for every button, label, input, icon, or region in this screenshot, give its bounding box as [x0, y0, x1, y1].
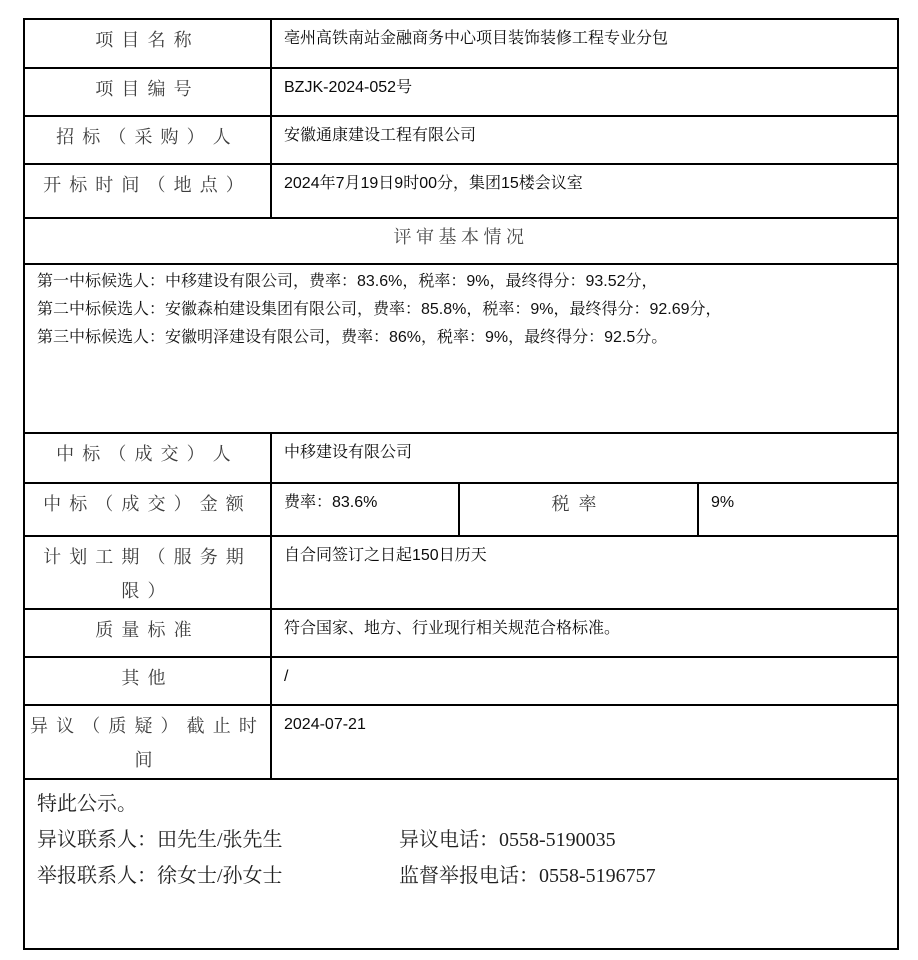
report-contact: 举报联系人：徐女士/孙女士 [37, 865, 283, 887]
table-row [24, 68, 898, 116]
table-row [24, 609, 898, 657]
bid-opening-label: 开标时间（地点） [24, 164, 271, 218]
schedule-value: 自合同签订之日起150日历天 [271, 536, 898, 609]
quality-standard-label: 质量标准 [24, 609, 271, 657]
bid-announcement-table [23, 18, 899, 950]
objection-deadline-value: 2024-07-21 [271, 705, 898, 779]
objection-contact: 异议联系人：田先生/张先生 [37, 829, 283, 851]
objection-contact-line [37, 822, 885, 858]
table-row [24, 164, 898, 218]
table-row [24, 705, 898, 779]
project-number-value: BZJK-2024-052号 [271, 68, 898, 116]
first-candidate-line: 第一中标候选人：中移建设有限公司，费率：83.6%，税率：9%，最终得分：93.52分， [37, 273, 658, 290]
other-value: / [271, 657, 898, 705]
table-row [24, 483, 898, 536]
table-row [24, 264, 898, 433]
report-contact-line [37, 858, 885, 894]
winner-label: 中标（成交）人 [24, 433, 271, 483]
review-section-header: 评审基本情况 [24, 218, 898, 264]
table-row [24, 536, 898, 609]
tax-rate-value: 9% [698, 483, 898, 536]
table-row [24, 657, 898, 705]
table-row [24, 19, 898, 68]
table-row [24, 218, 898, 264]
fee-rate-value: 费率：83.6% [271, 483, 459, 536]
quality-standard-value: 符合国家、地方、行业现行相关规范合格标准。 [271, 609, 898, 657]
table-row [24, 433, 898, 483]
schedule-label: 计划工期（服务期限） [24, 536, 271, 609]
other-label: 其他 [24, 657, 271, 705]
bid-opening-value: 2024年7月19日9时00分，集团15楼会议室 [271, 164, 898, 218]
purchaser-label: 招标（采购）人 [24, 116, 271, 164]
public-notice-text: 特此公示。 [37, 793, 137, 815]
table-row [24, 779, 898, 949]
objection-deadline-label: 异议（质疑）截止时间 [24, 705, 271, 779]
project-number-label: 项目编号 [24, 68, 271, 116]
project-name-value: 亳州高铁南站金融商务中心项目装饰装修工程专业分包 [271, 19, 898, 68]
report-phone: 监督举报电话：0558-5196757 [399, 865, 656, 887]
objection-phone: 异议电话：0558-5190035 [399, 829, 616, 851]
second-candidate-line: 第二中标候选人：安徽森柏建设集团有限公司，费率：85.8%，税率：9%，最终得分：92.69分， [37, 301, 722, 318]
amount-label: 中标（成交）金额 [24, 483, 271, 536]
table-row [24, 116, 898, 164]
review-content-cell [24, 264, 898, 433]
project-name-label: 项目名称 [24, 19, 271, 68]
tax-rate-label: 税率 [459, 483, 698, 536]
third-candidate-line: 第三中标候选人：安徽明泽建设有限公司，费率：86%，税率：9%，最终得分：92.5分。 [37, 329, 668, 346]
footer-cell [24, 779, 898, 949]
purchaser-value: 安徽通康建设工程有限公司 [271, 116, 898, 164]
winner-value: 中移建设有限公司 [271, 433, 898, 483]
